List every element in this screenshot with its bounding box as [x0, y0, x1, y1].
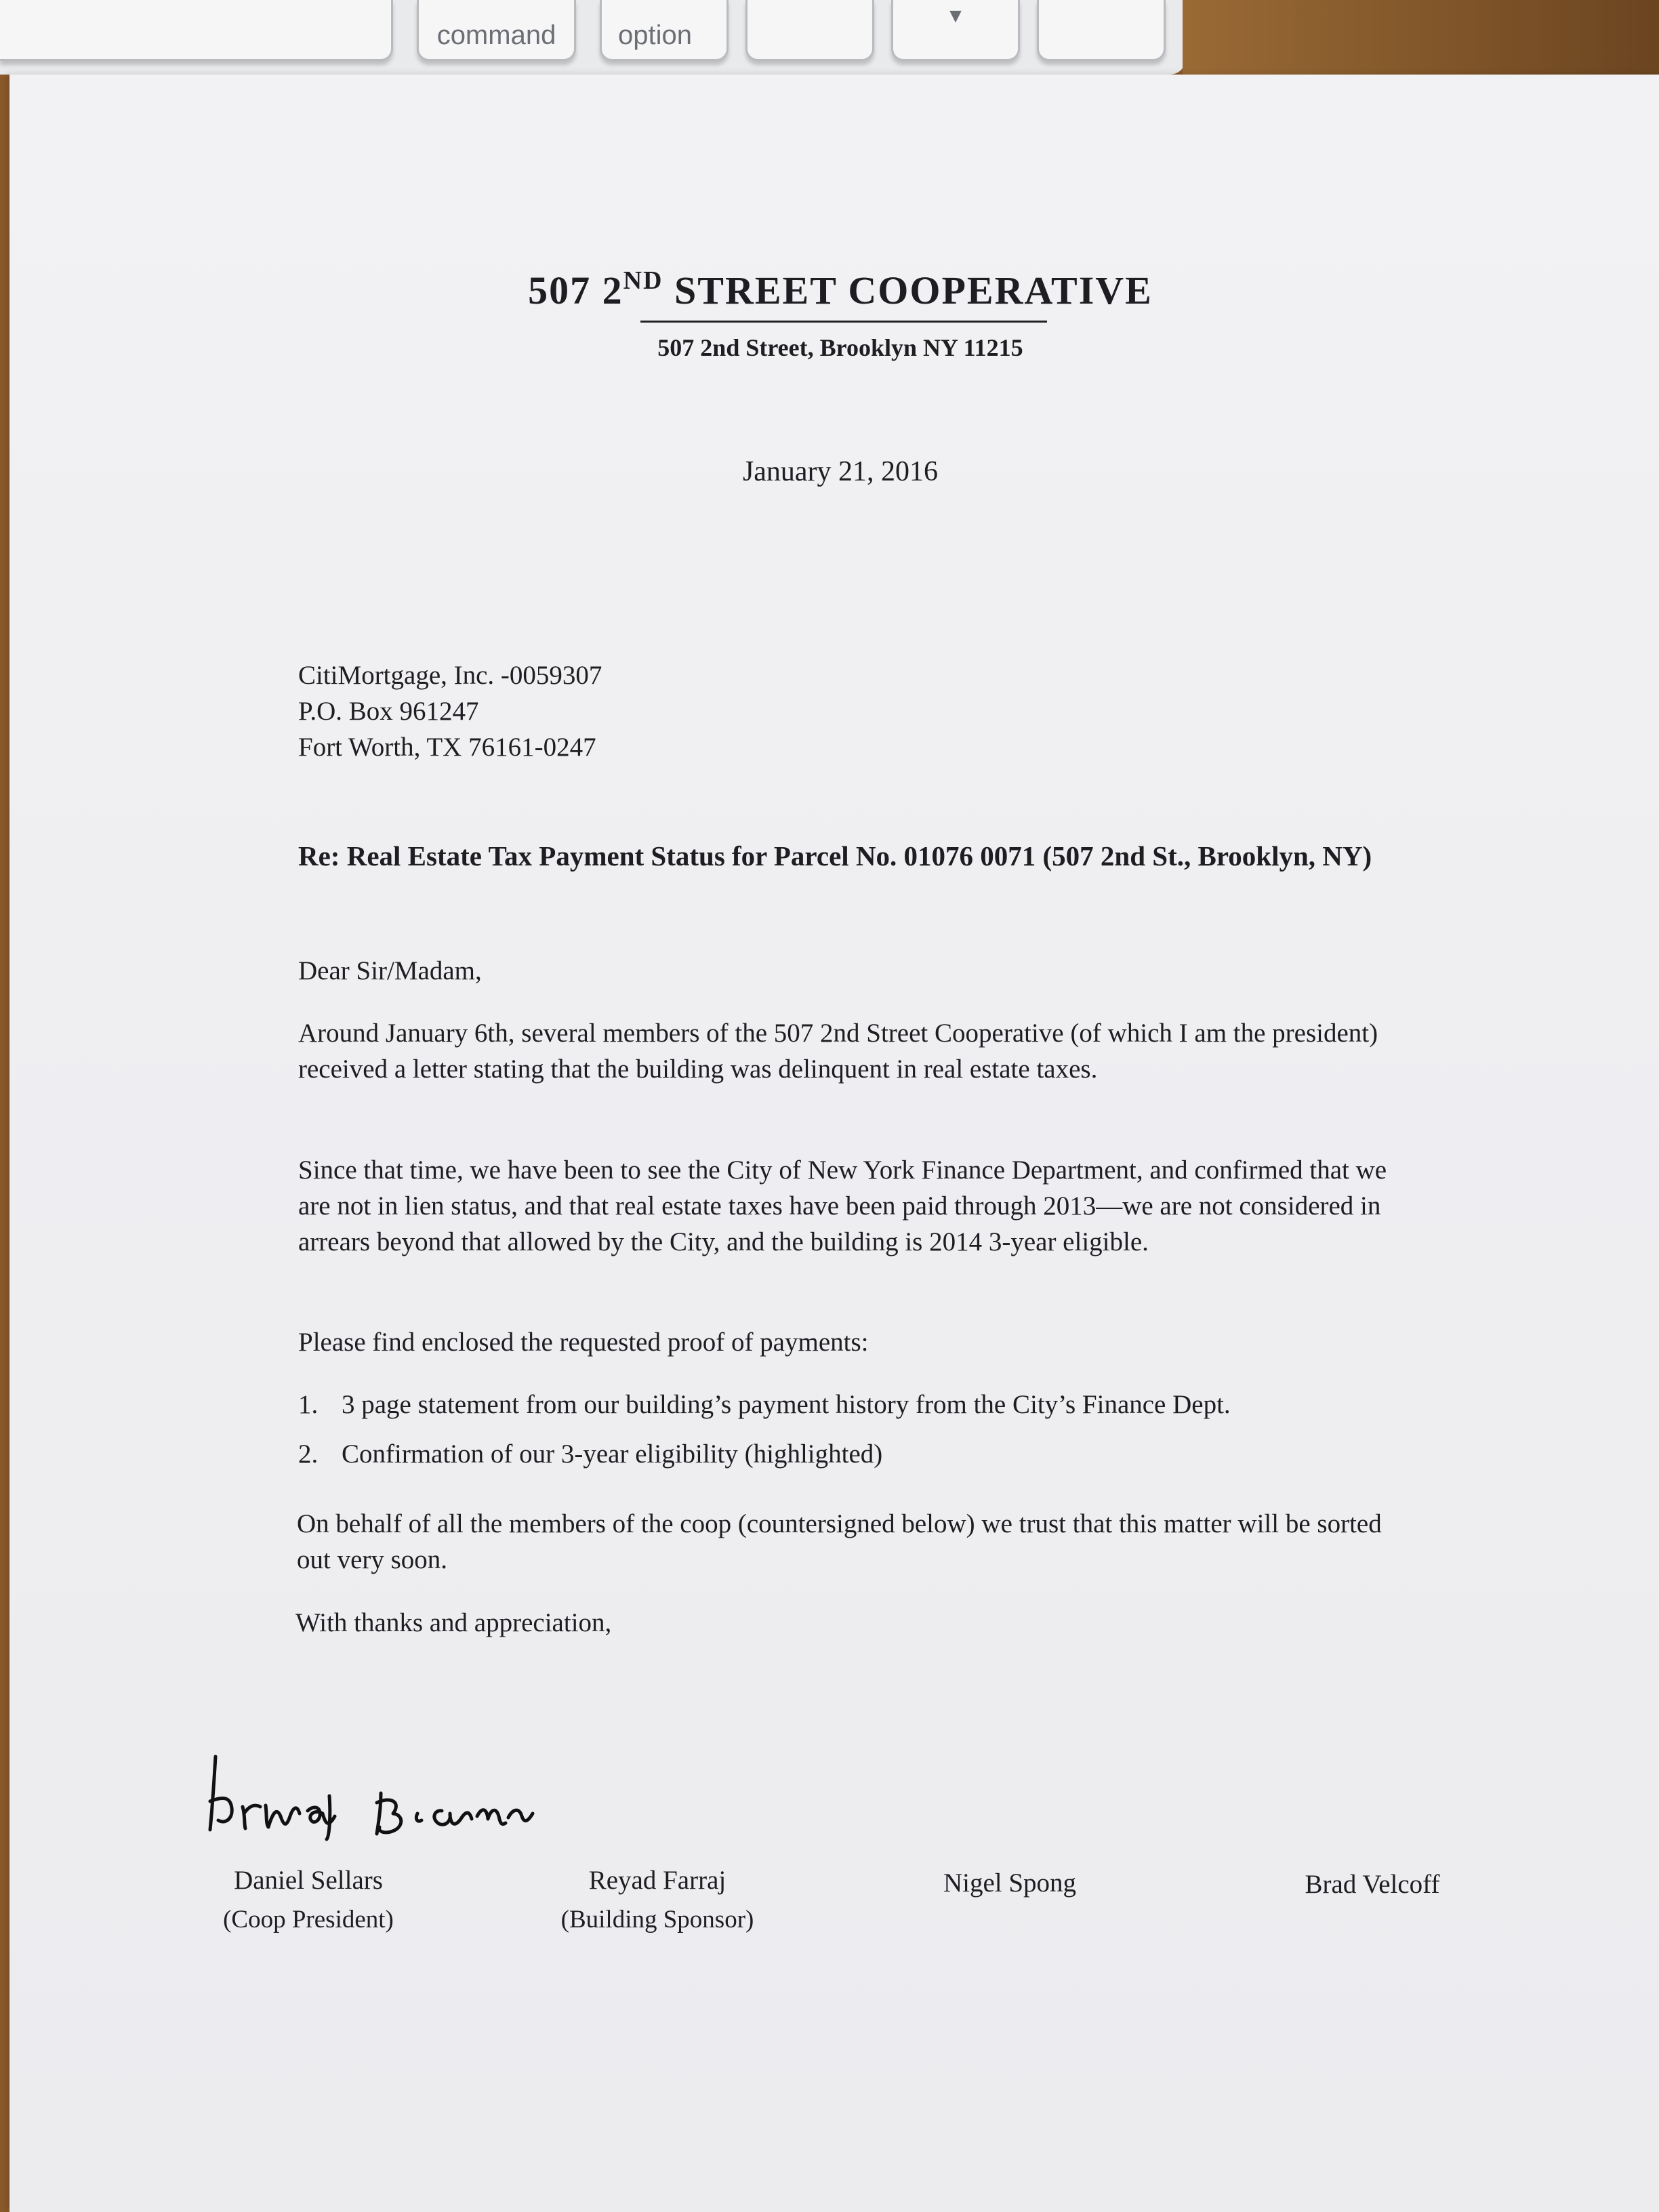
desk-surface — [1183, 0, 1659, 81]
signer-block — [535, 1861, 779, 1940]
signer-role: (Building Sponsor) — [560, 1906, 754, 1933]
list-item — [298, 1387, 1450, 1422]
list-number: 2. — [298, 1439, 319, 1469]
subject-line: Re: Real Estate Tax Payment Status for Parcel No. 01076 0071 (507 2nd St., Brooklyn, NY) — [298, 840, 1372, 872]
letterhead-name-suffix: STREET COOPERATIVE — [663, 268, 1153, 312]
letterhead-address: 507 2nd Street, Brooklyn NY 11215 — [657, 334, 1023, 361]
paragraph: Around January 6th, several members of the 507 2nd Street Cooperative (of which I am the president) received a letter stating that the building was delinquent in real estate taxes. — [298, 1019, 1378, 1084]
letterhead-name-sup: ND — [623, 266, 663, 295]
keyboard-key — [1037, 0, 1166, 61]
signer-name: Nigel Spong — [943, 1868, 1077, 1898]
salutation: Dear Sir/Madam, — [298, 956, 482, 985]
letter-date: January 21, 2016 — [742, 456, 939, 487]
closing: With thanks and appreciation, — [295, 1608, 612, 1637]
enclosure-list — [298, 1387, 1450, 1486]
paragraph: Since that time, we have been to see the City of New York Finance Department, and confirmed that we are not in lien status, and that real estate taxes have been paid through 2013—we are not considered in arrears beyond that allowed by the City, and the building is 2014 3-year eligible. — [298, 1155, 1387, 1256]
list-text: 3 page statement from our building’s payment history from the City’s Finance Dept. — [342, 1390, 1231, 1419]
paragraph: Please find enclosed the requested proof of payments: — [298, 1328, 869, 1357]
keyboard-key — [0, 0, 393, 61]
option-key: option — [600, 0, 729, 61]
letterhead-name-prefix: 507 2 — [528, 268, 623, 312]
letterhead-title — [501, 266, 1179, 313]
signer-name: Reyad Farraj — [588, 1866, 726, 1895]
signer-role: (Coop President) — [223, 1906, 394, 1933]
signer-block — [190, 1861, 427, 1940]
recipient-address — [298, 657, 840, 765]
arrow-down-key: ▼ — [891, 0, 1020, 61]
recipient-line: CitiMortgage, Inc. -0059307 — [298, 661, 602, 690]
keyboard-key — [745, 0, 874, 61]
signer-name: Brad Velcoff — [1305, 1870, 1440, 1899]
recipient-line: Fort Worth, TX 76161-0247 — [298, 733, 596, 762]
letterhead-rule — [640, 321, 1047, 323]
signer-block — [888, 1864, 1132, 1903]
paragraph: On behalf of all the members of the coop (countersigned below) we trust that this matter will be sorted out very soon. — [297, 1509, 1382, 1574]
signer-block — [1250, 1865, 1494, 1904]
handwritten-signature — [203, 1748, 556, 1843]
command-key: command — [417, 0, 576, 61]
signer-name: Daniel Sellars — [234, 1866, 383, 1895]
recipient-line: P.O. Box 961247 — [298, 697, 479, 726]
list-text: Confirmation of our 3-year eligibility (highlighted) — [342, 1439, 883, 1469]
list-item — [298, 1436, 1450, 1472]
list-number: 1. — [298, 1390, 319, 1419]
keyboard — [0, 0, 1186, 75]
